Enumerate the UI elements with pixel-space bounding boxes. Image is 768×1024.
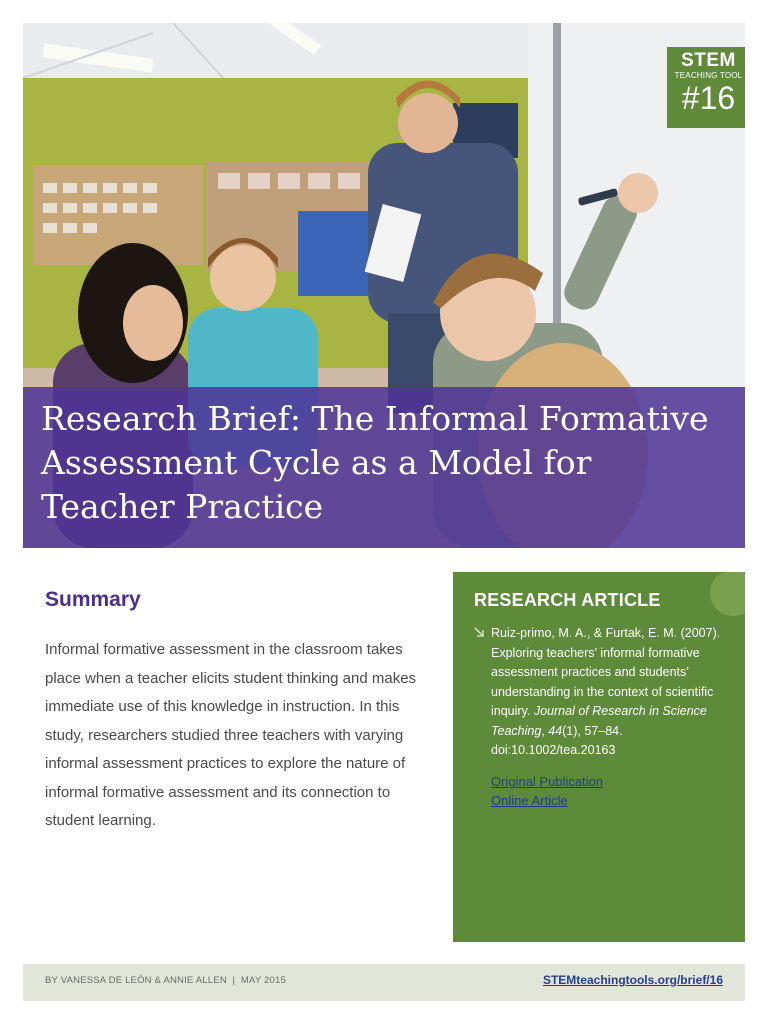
arrow-down-right-icon bbox=[473, 626, 485, 638]
online-article-link[interactable]: Online Article bbox=[491, 793, 568, 808]
stem-teaching-tool-badge bbox=[667, 47, 745, 128]
badge-stem-label: STEM bbox=[681, 50, 736, 71]
badge-number: #16 bbox=[681, 80, 736, 116]
research-article-card bbox=[453, 572, 745, 942]
footer bbox=[23, 964, 745, 1001]
citation-journal: Journal of Research in Science Teaching bbox=[491, 704, 707, 738]
summary-body: Informal formative assessment in the classroom takes place when a teacher elicits student thinking and makes immediate use of this knowledge in instruction. In this study, researchers studied three teachers with varying informal assessment practices to explore the nature of informal formative assessment and its connection to student learning. bbox=[45, 641, 417, 829]
citation-authors-title: Ruiz-primo, M. A., & Furtak, E. M. (2007). Exploring teachers’ informal formative assessment practices and students’ understanding in the context of scientific inquiry. bbox=[491, 626, 721, 718]
badge-tool-label: TEACHING TOOL bbox=[674, 71, 743, 80]
citation-separator: , bbox=[541, 723, 549, 738]
footer-credit: BY VANESSA DE LEÓN & ANNIE ALLEN | MAY 2015 bbox=[45, 975, 286, 986]
research-article-heading: RESEARCH ARTICLE bbox=[474, 590, 661, 610]
citation-pages-doi: (1), 57–84. doi:10.1002/tea.20163 bbox=[491, 723, 623, 757]
page-title: Research Brief: The Informal Formative Assessment Cycle as a Model for Teacher Practice bbox=[41, 399, 709, 526]
article-links bbox=[491, 772, 731, 810]
citation bbox=[491, 624, 731, 761]
summary-heading: Summary bbox=[45, 588, 141, 611]
original-publication-link[interactable]: Original Publication bbox=[491, 774, 604, 789]
citation-volume: 44 bbox=[548, 723, 563, 738]
footer-url-link[interactable]: STEMteachingtools.org/brief/16 bbox=[542, 973, 723, 987]
card-corner-decoration bbox=[710, 572, 745, 616]
title-banner bbox=[23, 387, 745, 548]
